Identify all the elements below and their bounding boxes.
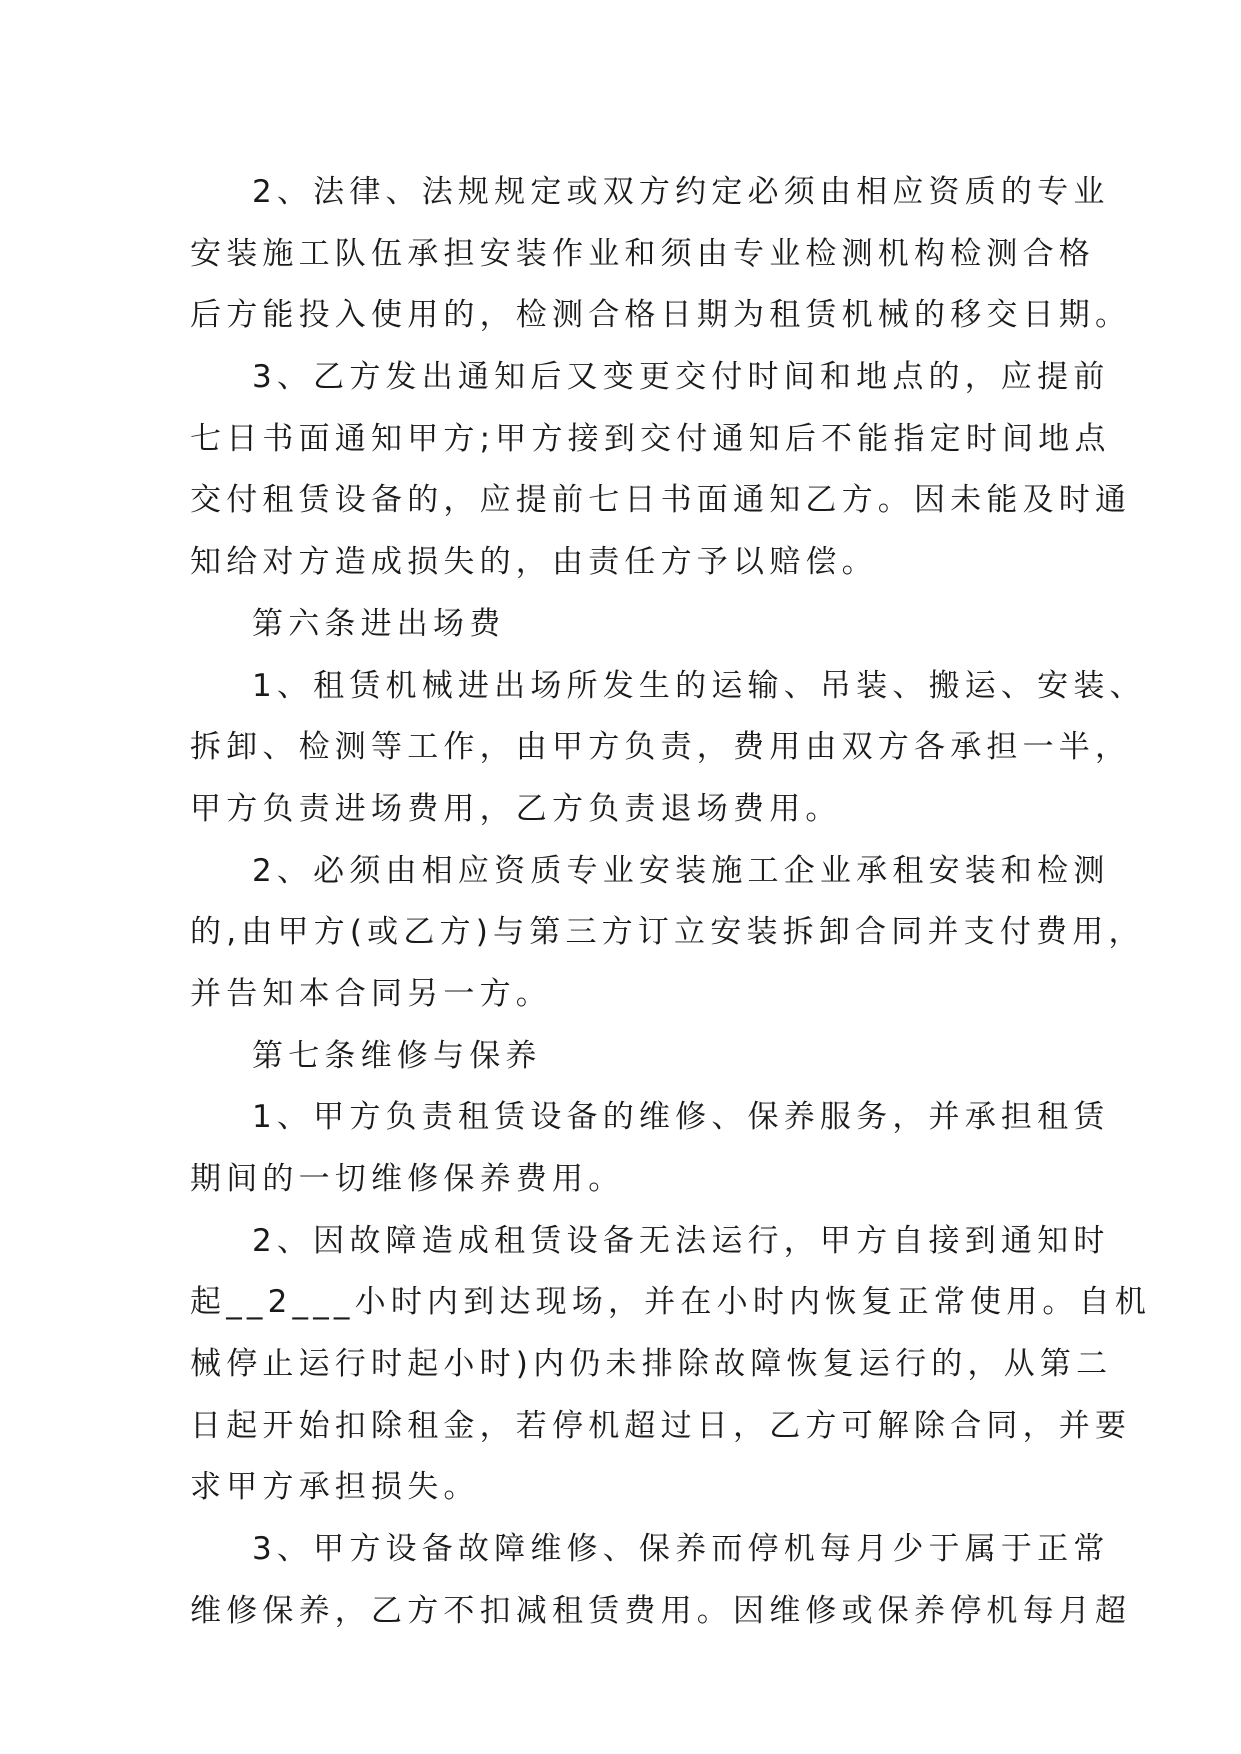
text-line: 后方能投入使用的，检测合格日期为租赁机械的移交日期。 <box>190 297 1132 334</box>
text-line: 并告知本合同另一方。 <box>190 975 552 1012</box>
text-line: 械停止运行时起小时)内仍未排除故障恢复运行的，从第二 <box>190 1346 1113 1383</box>
section-heading: 第七条维修与保养 <box>252 1037 542 1074</box>
body-text <box>190 162 1152 1643</box>
text-line: 交付租赁设备的，应提前七日书面通知乙方。因未能及时通 <box>190 482 1132 519</box>
text-line: 求甲方承担损失。 <box>190 1469 480 1506</box>
section-heading: 第六条进出场费 <box>252 605 506 642</box>
text-line: 维修保养，乙方不扣减租赁费用。因维修或保养停机每月超 <box>190 1592 1132 1629</box>
text-line: 1、甲方负责租赁设备的维修、保养服务，并承担租赁 <box>252 1099 1110 1136</box>
text-line: 3、甲方设备故障维修、保养而停机每月少于属于正常 <box>252 1531 1110 1568</box>
text-line: 日起开始扣除租金，若停机超过日，乙方可解除合同，并要 <box>190 1407 1132 1444</box>
text-line: 的,由甲方(或乙方)与第三方订立安装拆卸合同并支付费用， <box>190 914 1145 951</box>
text-line: 七日书面通知甲方;甲方接到交付通知后不能指定时间地点 <box>190 420 1111 457</box>
text-line: 1、租赁机械进出场所发生的运输、吊装、搬运、安装、 <box>252 667 1146 704</box>
text-line: 2、必须由相应资质专业安装施工企业承租安装和检测 <box>252 852 1110 889</box>
text-line: 拆卸、检测等工作，由甲方负责，费用由双方各承担一半， <box>190 729 1132 766</box>
text-line: 起__2___小时内到达现场，并在小时内恢复正常使用。自机 <box>190 1284 1152 1321</box>
text-line: 期间的一切维修保养费用。 <box>190 1161 625 1197</box>
text-line: 知给对方造成损失的，由责任方予以赔偿。 <box>190 544 878 581</box>
text-line: 2、法律、法规规定或双方约定必须由相应资质的专业 <box>252 174 1110 210</box>
text-line: 甲方负责进场费用，乙方负责退场费用。 <box>190 790 842 827</box>
text-line: 3、乙方发出通知后又变更交付时间和地点的，应提前 <box>252 359 1110 396</box>
text-line: 安装施工队伍承担安装作业和须由专业检测机构检测合格 <box>190 235 1095 272</box>
text-line: 2、因故障造成租赁设备无法运行，甲方自接到通知时 <box>252 1222 1110 1259</box>
